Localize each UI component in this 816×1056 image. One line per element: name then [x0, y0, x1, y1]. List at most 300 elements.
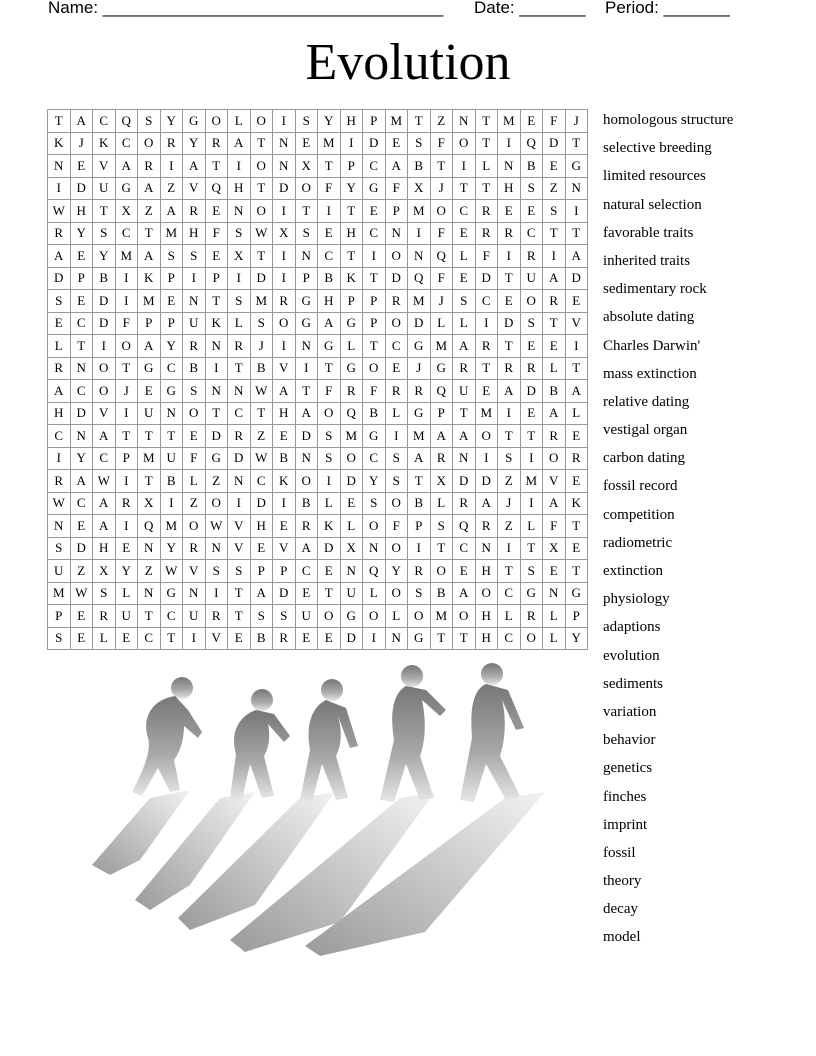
grid-cell: L: [48, 335, 71, 358]
grid-cell: R: [408, 560, 431, 583]
grid-cell: M: [408, 425, 431, 448]
word-list-item: inherited traits: [603, 252, 691, 269]
grid-cell: E: [341, 493, 364, 516]
grid-cell: D: [543, 133, 566, 156]
grid-cell: E: [363, 200, 386, 223]
grid-cell: G: [296, 290, 319, 313]
grid-cell: G: [116, 178, 139, 201]
grid-cell: D: [341, 628, 364, 651]
grid-cell: O: [296, 178, 319, 201]
grid-cell: C: [71, 493, 94, 516]
grid-cell: F: [543, 515, 566, 538]
grid-cell: B: [408, 155, 431, 178]
grid-cell: E: [138, 380, 161, 403]
grid-cell: O: [341, 448, 364, 471]
grid-cell: D: [318, 538, 341, 561]
grid-cell: L: [386, 605, 409, 628]
grid-cell: S: [431, 515, 454, 538]
grid-cell: T: [251, 403, 274, 426]
word-list-item: natural selection: [603, 196, 702, 213]
grid-cell: D: [453, 470, 476, 493]
grid-cell: Q: [453, 515, 476, 538]
word-list-item: evolution: [603, 647, 660, 664]
grid-cell: Y: [93, 245, 116, 268]
grid-cell: D: [206, 425, 229, 448]
grid-cell: R: [48, 470, 71, 493]
grid-cell: Q: [408, 268, 431, 291]
grid-cell: I: [161, 155, 184, 178]
grid-cell: J: [431, 178, 454, 201]
grid-cell: I: [228, 493, 251, 516]
grid-cell: D: [296, 425, 319, 448]
grid-cell: S: [521, 560, 544, 583]
grid-cell: P: [341, 290, 364, 313]
grid-cell: A: [566, 245, 589, 268]
grid-cell: N: [138, 583, 161, 606]
word-list-item: competition: [603, 506, 675, 523]
grid-cell: A: [93, 515, 116, 538]
grid-cell: G: [431, 358, 454, 381]
grid-cell: I: [273, 110, 296, 133]
grid-cell: E: [566, 470, 589, 493]
grid-cell: B: [408, 493, 431, 516]
grid-cell: S: [228, 560, 251, 583]
grid-cell: G: [341, 313, 364, 336]
grid-cell: V: [183, 178, 206, 201]
grid-cell: D: [71, 178, 94, 201]
word-list-item: fossil record: [603, 478, 678, 495]
grid-cell: T: [206, 290, 229, 313]
grid-cell: T: [521, 538, 544, 561]
grid-cell: M: [431, 605, 454, 628]
grid-cell: R: [183, 200, 206, 223]
grid-cell: A: [476, 493, 499, 516]
grid-cell: Y: [318, 110, 341, 133]
grid-cell: D: [71, 538, 94, 561]
grid-cell: D: [408, 313, 431, 336]
grid-cell: S: [386, 448, 409, 471]
grid-cell: E: [543, 335, 566, 358]
grid-cell: C: [161, 358, 184, 381]
grid-cell: N: [48, 155, 71, 178]
word-list-item: physiology: [603, 591, 670, 608]
grid-cell: R: [476, 515, 499, 538]
grid-cell: O: [206, 493, 229, 516]
grid-cell: Z: [251, 425, 274, 448]
grid-cell: T: [341, 245, 364, 268]
grid-cell: T: [138, 470, 161, 493]
grid-cell: A: [453, 583, 476, 606]
word-list-item: homologous structure: [603, 112, 734, 128]
grid-cell: G: [363, 425, 386, 448]
grid-cell: Q: [363, 560, 386, 583]
grid-cell: W: [206, 515, 229, 538]
grid-cell: H: [341, 110, 364, 133]
grid-cell: F: [116, 313, 139, 336]
grid-cell: J: [431, 290, 454, 313]
grid-cell: Y: [161, 538, 184, 561]
grid-cell: T: [431, 628, 454, 651]
grid-cell: O: [318, 403, 341, 426]
grid-cell: G: [566, 155, 589, 178]
grid-cell: E: [318, 223, 341, 246]
grid-cell: R: [498, 358, 521, 381]
grid-cell: I: [476, 448, 499, 471]
grid-cell: E: [476, 380, 499, 403]
grid-cell: R: [206, 133, 229, 156]
grid-cell: R: [183, 335, 206, 358]
grid-cell: E: [183, 425, 206, 448]
grid-cell: F: [431, 223, 454, 246]
grid-cell: Y: [183, 133, 206, 156]
grid-cell: T: [476, 110, 499, 133]
grid-cell: T: [116, 425, 139, 448]
grid-cell: I: [408, 538, 431, 561]
grid-cell: S: [251, 605, 274, 628]
grid-cell: T: [138, 223, 161, 246]
grid-cell: N: [453, 448, 476, 471]
date-field-label: Date: _______: [474, 0, 586, 17]
grid-cell: S: [251, 313, 274, 336]
grid-cell: I: [116, 470, 139, 493]
grid-cell: G: [296, 313, 319, 336]
grid-cell: O: [408, 605, 431, 628]
grid-cell: L: [476, 155, 499, 178]
grid-cell: R: [498, 223, 521, 246]
grid-cell: E: [273, 515, 296, 538]
grid-cell: E: [71, 290, 94, 313]
grid-cell: B: [273, 448, 296, 471]
grid-cell: H: [318, 290, 341, 313]
grid-cell: E: [116, 538, 139, 561]
grid-cell: R: [476, 335, 499, 358]
grid-cell: S: [93, 583, 116, 606]
grid-cell: J: [566, 110, 589, 133]
grid-cell: E: [48, 313, 71, 336]
grid-cell: T: [476, 178, 499, 201]
grid-cell: T: [93, 200, 116, 223]
grid-cell: V: [183, 560, 206, 583]
grid-cell: D: [566, 268, 589, 291]
grid-cell: O: [183, 403, 206, 426]
grid-cell: G: [408, 403, 431, 426]
word-list-item: fossil: [603, 844, 636, 861]
grid-cell: L: [543, 358, 566, 381]
grid-cell: I: [296, 358, 319, 381]
grid-cell: Z: [543, 178, 566, 201]
grid-cell: L: [183, 470, 206, 493]
grid-cell: A: [161, 200, 184, 223]
grid-cell: L: [431, 313, 454, 336]
grid-cell: F: [183, 448, 206, 471]
name-field-label: Name: ____________________________________: [48, 0, 444, 17]
grid-cell: O: [116, 335, 139, 358]
grid-cell: I: [521, 448, 544, 471]
grid-cell: S: [521, 178, 544, 201]
grid-cell: T: [498, 335, 521, 358]
grid-cell: I: [206, 583, 229, 606]
grid-cell: K: [206, 313, 229, 336]
grid-cell: E: [71, 245, 94, 268]
grid-cell: Z: [498, 515, 521, 538]
grid-cell: A: [453, 425, 476, 448]
grid-cell: V: [543, 470, 566, 493]
grid-cell: C: [521, 223, 544, 246]
word-list-item: carbon dating: [603, 450, 686, 467]
grid-cell: T: [138, 425, 161, 448]
word-list-item: relative dating: [603, 393, 690, 410]
grid-cell: O: [521, 290, 544, 313]
grid-cell: G: [318, 335, 341, 358]
word-list-item: radiometric: [603, 534, 673, 551]
grid-cell: W: [251, 448, 274, 471]
grid-cell: R: [273, 290, 296, 313]
grid-cell: U: [183, 313, 206, 336]
grid-cell: H: [183, 223, 206, 246]
grid-cell: A: [138, 178, 161, 201]
grid-cell: U: [48, 560, 71, 583]
grid-cell: E: [498, 200, 521, 223]
grid-cell: F: [206, 223, 229, 246]
grid-cell: A: [93, 493, 116, 516]
grid-cell: B: [318, 268, 341, 291]
grid-cell: Q: [341, 403, 364, 426]
grid-cell: P: [71, 268, 94, 291]
grid-cell: Z: [431, 110, 454, 133]
grid-cell: U: [453, 380, 476, 403]
grid-cell: M: [138, 448, 161, 471]
grid-cell: A: [543, 493, 566, 516]
grid-cell: R: [543, 290, 566, 313]
grid-cell: D: [341, 470, 364, 493]
grid-cell: M: [408, 200, 431, 223]
grid-cell: I: [161, 493, 184, 516]
grid-cell: A: [566, 380, 589, 403]
grid-cell: C: [386, 335, 409, 358]
grid-cell: S: [296, 110, 319, 133]
word-list-item: model: [603, 929, 641, 946]
grid-cell: R: [93, 605, 116, 628]
grid-cell: N: [296, 245, 319, 268]
grid-cell: E: [273, 425, 296, 448]
grid-cell: I: [116, 515, 139, 538]
grid-cell: G: [341, 605, 364, 628]
grid-cell: I: [363, 628, 386, 651]
grid-cell: R: [453, 358, 476, 381]
grid-cell: Z: [183, 493, 206, 516]
grid-cell: R: [341, 380, 364, 403]
grid-cell: T: [116, 358, 139, 381]
grid-cell: C: [71, 313, 94, 336]
grid-cell: C: [116, 223, 139, 246]
grid-cell: S: [453, 290, 476, 313]
grid-cell: I: [273, 268, 296, 291]
grid-cell: E: [71, 155, 94, 178]
grid-cell: K: [93, 133, 116, 156]
grid-cell: T: [296, 200, 319, 223]
grid-cell: N: [183, 290, 206, 313]
grid-cell: O: [476, 583, 499, 606]
grid-cell: I: [206, 358, 229, 381]
grid-cell: O: [363, 515, 386, 538]
grid-cell: C: [363, 448, 386, 471]
grid-cell: T: [228, 605, 251, 628]
word-list-item: sedimentary rock: [603, 281, 707, 298]
grid-cell: T: [228, 358, 251, 381]
grid-cell: P: [408, 515, 431, 538]
grid-cell: Z: [138, 200, 161, 223]
grid-cell: H: [251, 515, 274, 538]
grid-cell: I: [48, 448, 71, 471]
grid-cell: Q: [431, 245, 454, 268]
page-title: Evolution: [305, 34, 511, 91]
grid-cell: S: [543, 200, 566, 223]
grid-cell: N: [386, 223, 409, 246]
grid-cell: H: [476, 628, 499, 651]
grid-cell: C: [93, 448, 116, 471]
grid-cell: O: [386, 313, 409, 336]
grid-cell: P: [161, 313, 184, 336]
grid-cell: N: [543, 583, 566, 606]
grid-cell: O: [453, 605, 476, 628]
grid-cell: N: [228, 200, 251, 223]
grid-cell: M: [408, 290, 431, 313]
grid-cell: X: [296, 155, 319, 178]
grid-cell: S: [498, 448, 521, 471]
grid-cell: D: [476, 470, 499, 493]
grid-cell: L: [228, 313, 251, 336]
grid-cell: E: [566, 290, 589, 313]
grid-cell: O: [251, 110, 274, 133]
grid-cell: D: [251, 493, 274, 516]
grid-cell: A: [93, 425, 116, 448]
grid-cell: Y: [566, 628, 589, 651]
grid-cell: L: [431, 493, 454, 516]
grid-cell: T: [318, 583, 341, 606]
grid-cell: I: [498, 245, 521, 268]
grid-cell: B: [161, 470, 184, 493]
evolution-of-man-silhouette-icon: [80, 660, 560, 960]
grid-cell: L: [566, 403, 589, 426]
grid-cell: R: [206, 605, 229, 628]
grid-cell: L: [386, 403, 409, 426]
grid-cell: P: [341, 155, 364, 178]
grid-cell: F: [476, 245, 499, 268]
grid-cell: P: [431, 403, 454, 426]
grid-cell: O: [476, 425, 499, 448]
grid-cell: Q: [206, 178, 229, 201]
grid-cell: R: [521, 245, 544, 268]
grid-cell: N: [341, 560, 364, 583]
grid-cell: R: [431, 448, 454, 471]
grid-cell: I: [498, 403, 521, 426]
grid-cell: E: [318, 628, 341, 651]
grid-cell: L: [543, 628, 566, 651]
grid-cell: D: [71, 403, 94, 426]
grid-cell: I: [566, 200, 589, 223]
grid-cell: U: [138, 403, 161, 426]
grid-cell: C: [453, 538, 476, 561]
grid-cell: M: [161, 515, 184, 538]
grid-cell: D: [476, 268, 499, 291]
grid-cell: X: [273, 223, 296, 246]
grid-cell: P: [116, 448, 139, 471]
grid-cell: A: [71, 470, 94, 493]
grid-cell: R: [476, 200, 499, 223]
grid-cell: C: [48, 425, 71, 448]
grid-cell: A: [138, 245, 161, 268]
grid-cell: Y: [161, 335, 184, 358]
grid-cell: B: [296, 493, 319, 516]
grid-cell: N: [296, 335, 319, 358]
grid-cell: O: [363, 358, 386, 381]
grid-cell: O: [251, 155, 274, 178]
grid-cell: G: [138, 358, 161, 381]
grid-cell: T: [498, 560, 521, 583]
grid-cell: R: [48, 358, 71, 381]
word-list-item: imprint: [603, 816, 648, 833]
word-list-item: selective breeding: [603, 140, 712, 157]
grid-cell: N: [498, 155, 521, 178]
grid-cell: F: [431, 268, 454, 291]
grid-cell: P: [296, 268, 319, 291]
grid-cell: Y: [71, 448, 94, 471]
grid-cell: I: [476, 313, 499, 336]
grid-cell: K: [341, 268, 364, 291]
grid-cell: S: [93, 223, 116, 246]
grid-cell: F: [386, 515, 409, 538]
grid-cell: E: [296, 133, 319, 156]
word-list-item: extinction: [603, 563, 663, 579]
grid-cell: P: [363, 313, 386, 336]
grid-cell: V: [228, 538, 251, 561]
grid-cell: R: [408, 380, 431, 403]
grid-cell: O: [183, 515, 206, 538]
grid-cell: N: [48, 515, 71, 538]
grid-cell: E: [521, 403, 544, 426]
grid-cell: I: [386, 425, 409, 448]
grid-cell: I: [228, 268, 251, 291]
grid-cell: I: [116, 290, 139, 313]
grid-cell: I: [183, 268, 206, 291]
grid-cell: E: [116, 628, 139, 651]
grid-cell: D: [48, 268, 71, 291]
grid-cell: N: [273, 133, 296, 156]
grid-cell: R: [543, 425, 566, 448]
grid-cell: L: [228, 110, 251, 133]
grid-cell: S: [363, 493, 386, 516]
grid-cell: N: [71, 425, 94, 448]
grid-cell: S: [408, 133, 431, 156]
grid-cell: C: [498, 628, 521, 651]
grid-cell: V: [273, 358, 296, 381]
grid-cell: E: [453, 223, 476, 246]
grid-cell: F: [386, 178, 409, 201]
grid-cell: N: [206, 538, 229, 561]
grid-cell: M: [251, 290, 274, 313]
grid-cell: S: [183, 245, 206, 268]
grid-cell: J: [498, 493, 521, 516]
grid-cell: T: [476, 358, 499, 381]
grid-cell: C: [363, 223, 386, 246]
grid-cell: M: [48, 583, 71, 606]
grid-cell: T: [48, 110, 71, 133]
grid-cell: O: [93, 380, 116, 403]
word-list-item: adaptions: [603, 619, 661, 636]
grid-cell: Y: [363, 470, 386, 493]
word-list-item: theory: [603, 873, 642, 890]
header-fields: [48, 0, 768, 20]
